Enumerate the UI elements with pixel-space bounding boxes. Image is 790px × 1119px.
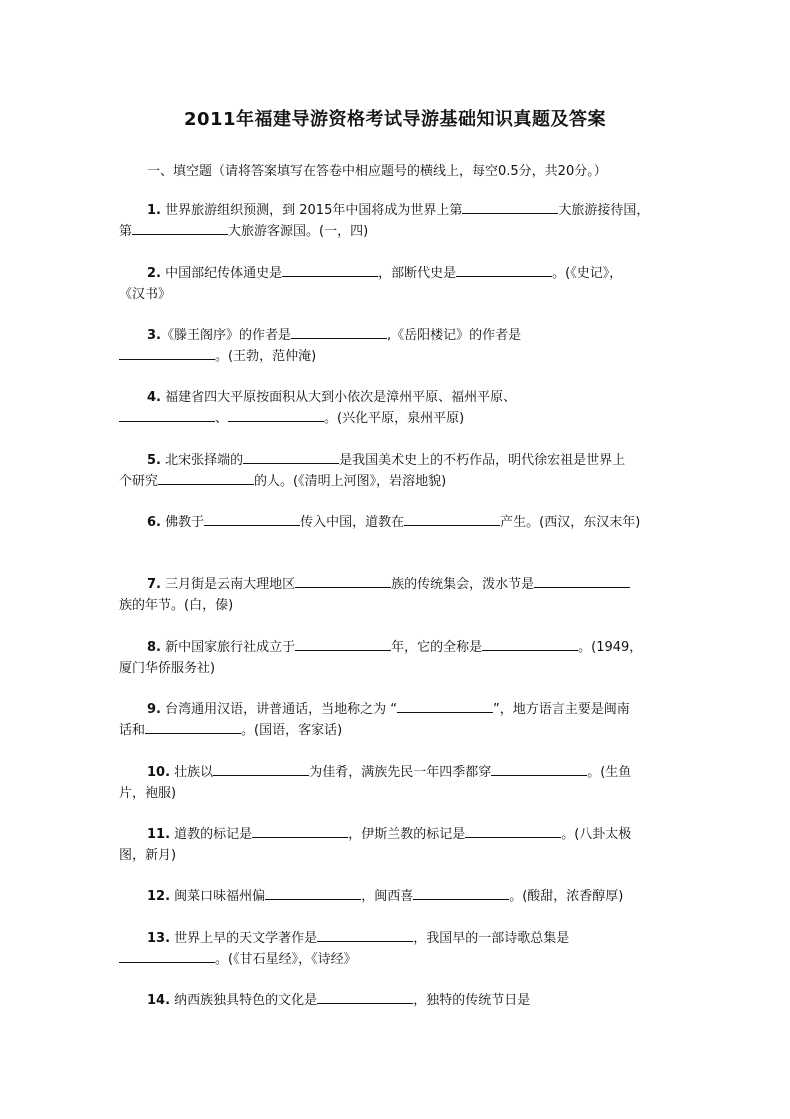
question-number: 1. — [147, 203, 161, 218]
question-2: 2. 中国部纪传体通史是 ，部断代史是 。(《史记》， 《汉书》 — [119, 263, 679, 305]
question-7: 7. 三月街是云南大理地区 族的传统集会，泼水节是 族的年节。(白，傣) — [119, 574, 679, 616]
answer-blank[interactable] — [119, 346, 215, 360]
answer-blank[interactable] — [317, 928, 413, 942]
answer-blank[interactable] — [132, 221, 228, 235]
answer-blank[interactable] — [404, 512, 500, 526]
answer-blank[interactable] — [204, 512, 300, 526]
question-8: 8. 新中国家旅行社成立于 年，它的全称是 。(1949， 厦门华侨服务社) — [119, 637, 679, 679]
answer-blank[interactable] — [317, 990, 413, 1004]
answer-blank[interactable] — [145, 720, 241, 734]
answer-blank[interactable] — [243, 450, 339, 464]
answer-blank[interactable] — [228, 408, 324, 422]
question-number: 4. — [147, 390, 161, 405]
question-12: 12. 闽菜口味福州偏 ，闽西喜 。(酸甜，浓香醇厚) — [119, 886, 679, 907]
answer-blank[interactable] — [158, 471, 254, 485]
question-13: 13. 世界上早的天文学著作是 ，我国早的一部诗歌总集是 。(《甘石星经》，《诗经》 — [119, 928, 679, 970]
question-number: 8. — [147, 640, 161, 655]
answer-blank[interactable] — [291, 325, 387, 339]
answer-blank[interactable] — [119, 408, 215, 422]
document-title: 2011年福建导游资格考试导游基础知识真题及答案 — [183, 109, 607, 130]
question-number: 7. — [147, 577, 161, 592]
question-9: 9. 台湾通用汉语，讲普通话，当地称之为 “ ”，地方语言主要是闽南 话和 。(国语，客家话) — [119, 699, 679, 741]
question-number: 3. — [147, 328, 161, 343]
section-intro: 一、填空题（请将答案填写在答卷中相应题号的横线上，每空0.5分，共20分。） — [147, 164, 607, 179]
answer-blank[interactable] — [282, 263, 378, 277]
answer-blank[interactable] — [491, 762, 587, 776]
answer-blank[interactable] — [462, 200, 558, 214]
answer-blank[interactable] — [119, 949, 215, 963]
question-number: 2. — [147, 266, 161, 281]
answer-blank[interactable] — [295, 574, 391, 588]
question-1: 1. 世界旅游组织预测，到 2015年中国将成为世界上第 大旅游接待国， 第 大旅游客源国。(一，四) — [119, 200, 679, 242]
answer-blank[interactable] — [213, 762, 309, 776]
question-number: 10. — [147, 765, 171, 780]
question-number: 6. — [147, 515, 161, 530]
answer-blank[interactable] — [252, 824, 348, 838]
question-number: 9. — [147, 702, 161, 717]
question-5: 5. 北宋张择端的 是我国美术史上的不朽作品，明代徐宏祖是世界上 个研究 的人。(《清明上河图》，岩溶地貌) — [119, 450, 679, 492]
question-number: 5. — [147, 453, 161, 468]
question-3: 3.《滕王阁序》的作者是 ,《岳阳楼记》的作者是 。(王勃，范仲淹) — [119, 325, 679, 367]
question-number: 12. — [147, 889, 171, 904]
question-number: 11. — [147, 827, 171, 842]
answer-blank[interactable] — [482, 637, 578, 651]
answer-blank[interactable] — [456, 263, 552, 277]
answer-blank[interactable] — [397, 699, 493, 713]
question-14: 14. 纳西族独具特色的文化是 ，独特的传统节日是 — [119, 990, 679, 1011]
answer-blank[interactable] — [413, 886, 509, 900]
question-10: 10. 壮族以 为佳肴，满族先民一年四季都穿 。(生鱼 片，袍服) — [119, 762, 679, 804]
question-11: 11. 道教的标记是 ，伊斯兰教的标记是 。(八卦太极 图，新月) — [119, 824, 679, 866]
question-6: 6. 佛教于 传入中国，道教在 产生。(西汉，东汉末年) — [119, 512, 679, 533]
question-4: 4. 福建省四大平原按面积从大到小依次是漳州平原、福州平原、 、 。(兴化平原，泉州平原) — [119, 387, 679, 429]
answer-blank[interactable] — [265, 886, 361, 900]
answer-blank[interactable] — [295, 637, 391, 651]
answer-blank[interactable] — [534, 574, 630, 588]
question-number: 14. — [147, 993, 171, 1008]
answer-blank[interactable] — [465, 824, 561, 838]
question-number: 13. — [147, 931, 171, 946]
